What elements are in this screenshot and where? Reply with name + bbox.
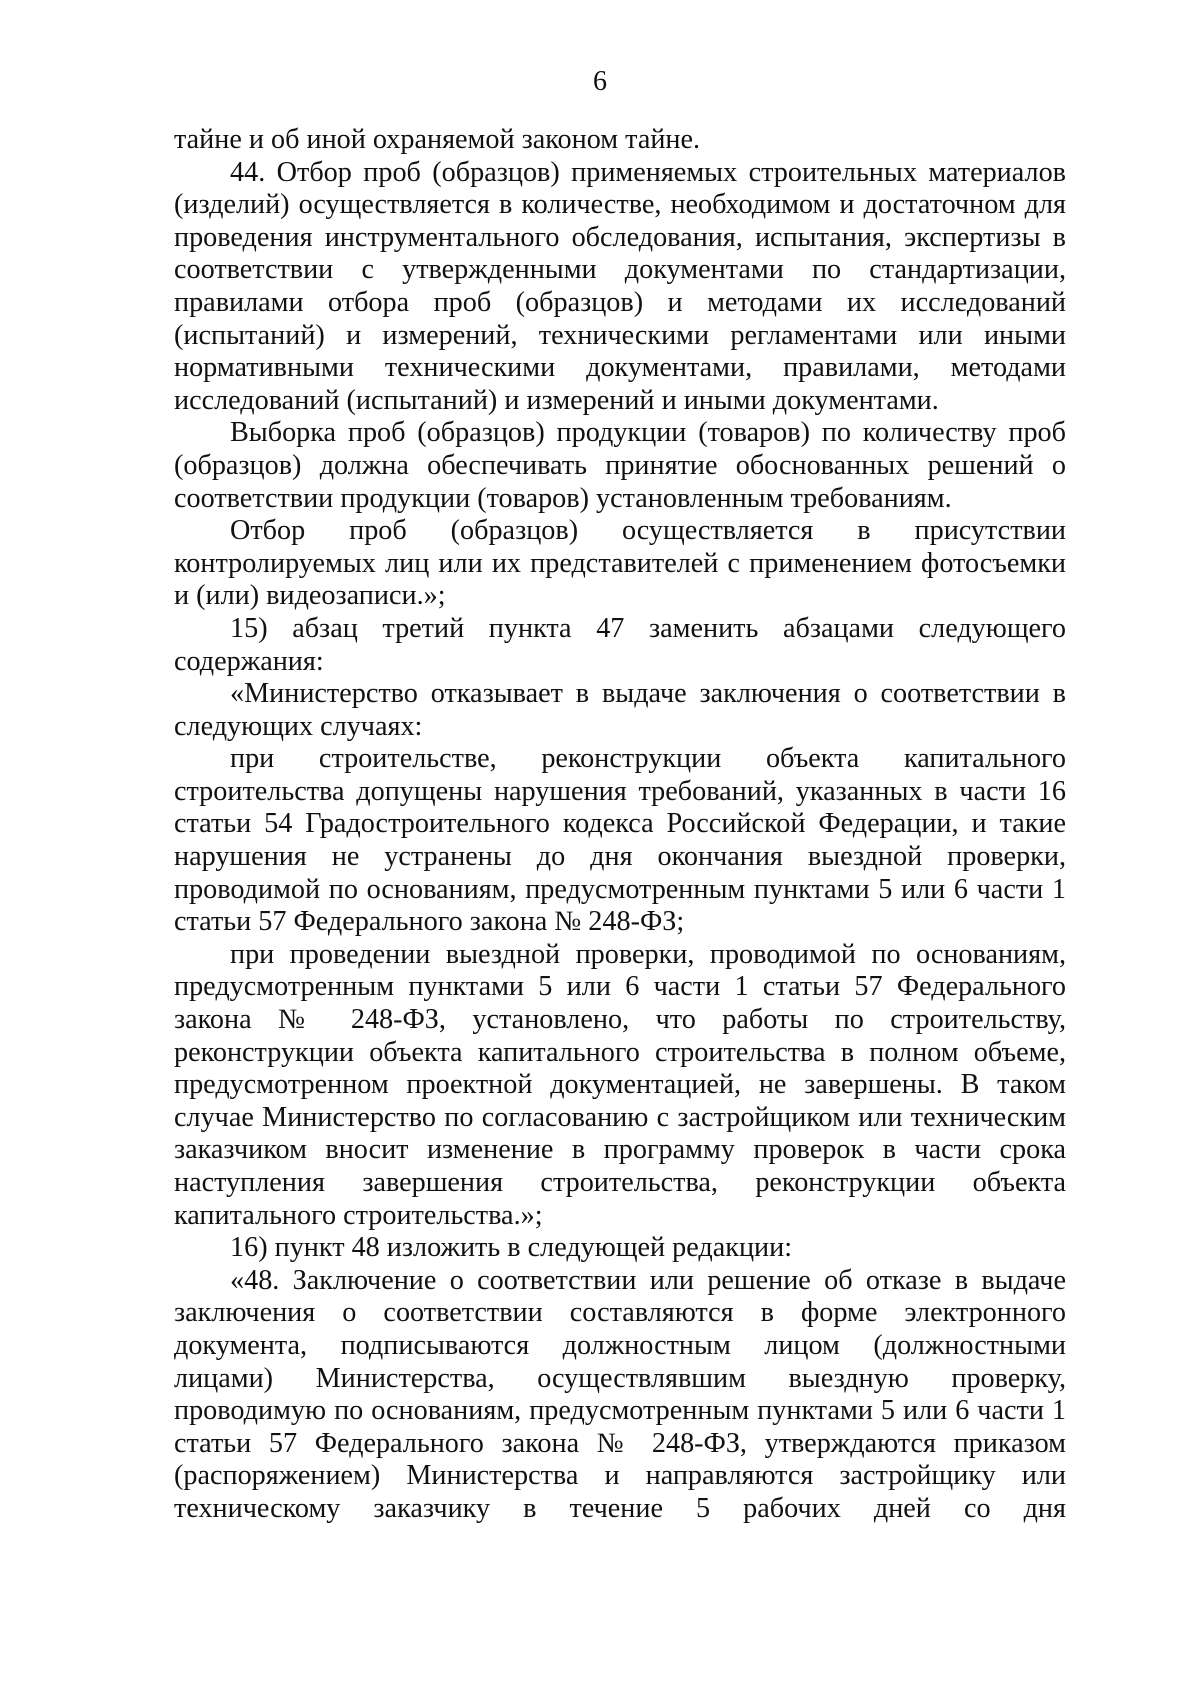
paragraph-continuation: тайне и об иной охраняемой законом тайне. xyxy=(174,124,701,155)
paragraph-refusal-case-2: при проведении выездной проверки, проводимой по основаниям, предусмотренным пунктами 5 или 6 части 1 статьи 57 Федерального закона № 248-ФЗ, установлено, что работы по строительству, реконструкции объекта капитального строительства в полном объеме, предусмотренном проектной документацией, не завершены. В таком случае Министерство по согласованию с застройщиком или техническим заказчиком вносит изменение в программу проверок в части срока наступления завершения строительства, реконструкции объекта капитального строительства.»; xyxy=(174,938,1066,1231)
paragraph-amendment-15: 15) абзац третий пункта 47 заменить абзацами следующего содержания: xyxy=(174,612,1066,677)
paragraph-sample-selection: Выборка проб (образцов) продукции (товаров) по количеству проб (образцов) должна обеспечивать принятие обоснованных решений о соответствии продукции (товаров) установленным требованиям. xyxy=(174,417,1066,514)
document-body xyxy=(174,124,1066,1526)
paragraph-sample-presence: Отбор проб (образцов) осуществляется в присутствии контролируемых лиц или их представителей с применением фотосъемки и (или) видеозаписи.»; xyxy=(174,515,1066,612)
page-number: 6 xyxy=(593,66,607,97)
paragraph-refusal-case-1: при строительстве, реконструкции объекта капитального строительства допущены нарушения требований, указанных в части 16 статьи 54 Градостроительного кодекса Российской Федерации, и такие нарушения не устранены до дня окончания выездной проверки, проводимой по основаниям, предусмотренным пунктами 5 или 6 части 1 статьи 57 Федерального закона № 248-ФЗ; xyxy=(174,743,1066,938)
paragraph-item-48: «48. Заключение о соответствии или решение об отказе в выдаче заключения о соответствии составляются в форме электронного документа, подписываются должностным лицом (должностными лицами) Министерства, осуществлявшим выездную проверку, проводимую по основаниям, предусмотренным пунктами 5 или 6 части 1 статьи 57 Федерального закона № 248-ФЗ, утверждаются приказом (распоряжением) Министерства и направляются застройщику или техническому заказчику в течение 5 рабочих дней со дня xyxy=(174,1264,1066,1524)
paragraph-refusal-intro: «Министерство отказывает в выдаче заключения о соответствии в следующих случаях: xyxy=(174,678,1066,742)
paragraph-item-44: 44. Отбор проб (образцов) применяемых строительных материалов (изделий) осуществляется в количестве, необходимом и достаточном для проведения инструментального обследования, испытания, экспертизы в соответствии с утвержденными документами по стандартизации, правилами отбора проб (образцов) и методами их исследований (испытаний) и измерений, техническими регламентами или иными нормативными техническими документами, правилами, методами исследований (испытаний) и измерений и иными документами. xyxy=(174,156,1066,416)
paragraph-amendment-16: 16) пункт 48 изложить в следующей редакции: xyxy=(230,1232,793,1264)
